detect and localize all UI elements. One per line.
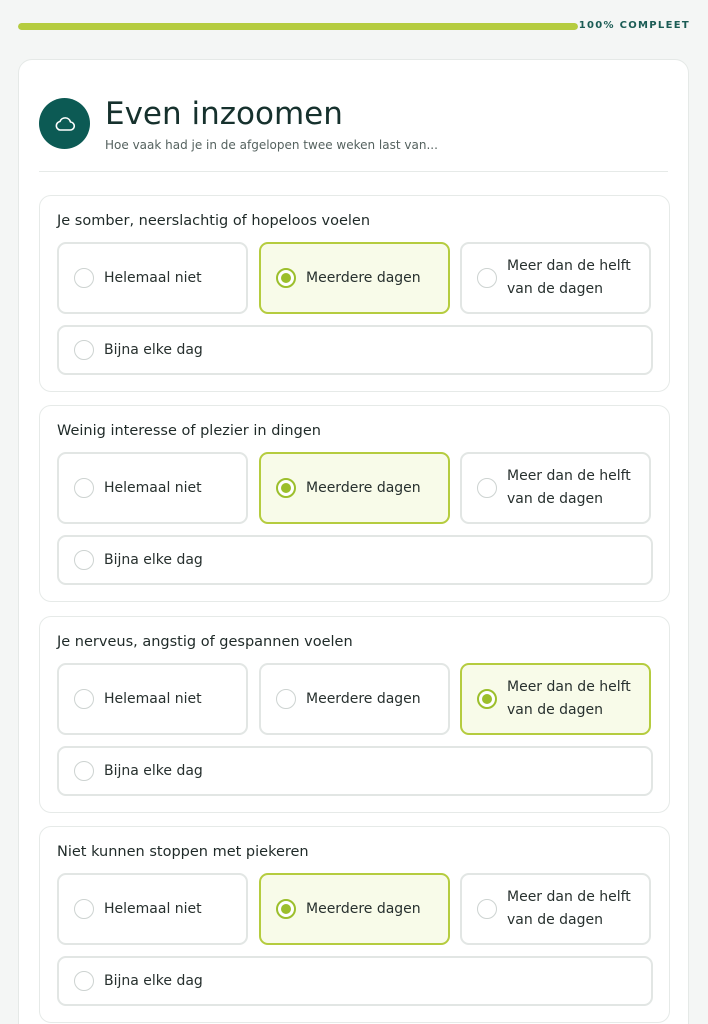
answer-option[interactable] (57, 325, 653, 375)
answer-option-label: Meer dan de helft van de dagen (507, 468, 631, 507)
answer-option[interactable] (259, 242, 450, 314)
answer-option[interactable] (57, 873, 248, 945)
answer-option[interactable] (57, 452, 248, 524)
answer-option-label: Meerdere dagen (306, 690, 421, 707)
question-title: Weinig interesse of plezier in dingen (57, 423, 321, 439)
questionnaire-card (18, 59, 689, 1024)
page-subtitle: Hoe vaak had je in de afgelopen twee weken last van... (105, 138, 438, 152)
answer-option[interactable] (57, 242, 248, 314)
radio-unchecked-icon[interactable] (74, 899, 94, 919)
radio-unchecked-icon[interactable] (74, 340, 94, 360)
answer-option-label: Helemaal niet (104, 479, 202, 496)
page-title: Even inzoomen (105, 96, 343, 132)
answer-option-label: Meer dan de helft van de dagen (507, 889, 631, 928)
radio-unchecked-icon[interactable] (477, 899, 497, 919)
answer-option-label: Bijna elke dag (104, 341, 203, 358)
answer-option[interactable] (460, 663, 651, 735)
progress-track (18, 23, 578, 30)
answer-option[interactable] (460, 452, 651, 524)
radio-unchecked-icon[interactable] (74, 971, 94, 991)
radio-unchecked-icon[interactable] (74, 550, 94, 570)
answer-option-label: Meer dan de helft van de dagen (507, 679, 631, 718)
answer-option[interactable] (259, 452, 450, 524)
answer-option[interactable] (460, 242, 651, 314)
answer-option-label: Helemaal niet (104, 900, 202, 917)
radio-unchecked-icon[interactable] (276, 689, 296, 709)
answer-option[interactable] (57, 956, 653, 1006)
question-block (39, 616, 670, 813)
answer-option[interactable] (57, 746, 653, 796)
answer-option[interactable] (57, 535, 653, 585)
radio-checked-icon[interactable] (276, 478, 296, 498)
answer-option-label: Meerdere dagen (306, 900, 421, 917)
answer-option-label: Bijna elke dag (104, 972, 203, 989)
radio-unchecked-icon[interactable] (74, 689, 94, 709)
radio-unchecked-icon[interactable] (477, 478, 497, 498)
answer-option-label: Helemaal niet (104, 269, 202, 286)
radio-checked-icon[interactable] (276, 268, 296, 288)
answer-option[interactable] (259, 663, 450, 735)
answer-option[interactable] (259, 873, 450, 945)
answer-option-label: Bijna elke dag (104, 551, 203, 568)
radio-unchecked-icon[interactable] (74, 761, 94, 781)
question-block (39, 826, 670, 1023)
radio-checked-icon[interactable] (477, 689, 497, 709)
answer-option-label: Meerdere dagen (306, 269, 421, 286)
question-block (39, 195, 670, 392)
answer-option[interactable] (57, 663, 248, 735)
progress-label: 100% COMPLEET (578, 20, 690, 31)
radio-unchecked-icon[interactable] (477, 268, 497, 288)
radio-checked-icon[interactable] (276, 899, 296, 919)
cloud-icon (39, 98, 90, 149)
question-title: Niet kunnen stoppen met piekeren (57, 844, 309, 860)
answer-option-label: Meer dan de helft van de dagen (507, 258, 631, 297)
radio-unchecked-icon[interactable] (74, 268, 94, 288)
question-block (39, 405, 670, 602)
answer-option-label: Bijna elke dag (104, 762, 203, 779)
question-title: Je somber, neerslachtig of hopeloos voelen (57, 213, 371, 229)
question-title: Je nerveus, angstig of gespannen voelen (57, 634, 353, 650)
answer-option[interactable] (460, 873, 651, 945)
answer-option-label: Helemaal niet (104, 690, 202, 707)
answer-option-label: Meerdere dagen (306, 479, 421, 496)
progress-bar (18, 18, 690, 36)
card-header (39, 96, 668, 172)
divider (39, 171, 668, 172)
progress-fill (18, 23, 578, 30)
radio-unchecked-icon[interactable] (74, 478, 94, 498)
